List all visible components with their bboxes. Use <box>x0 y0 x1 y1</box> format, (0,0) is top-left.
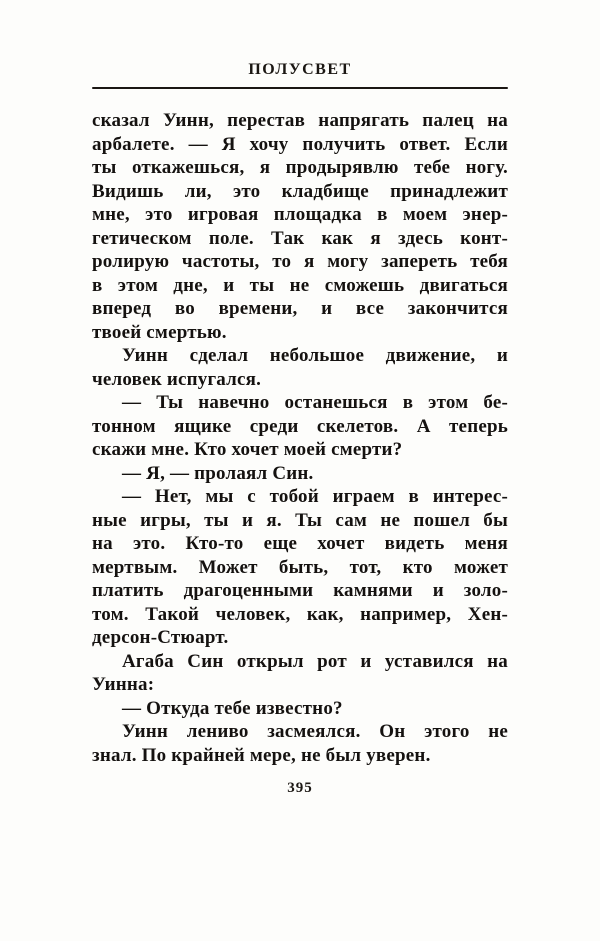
text-line: мертвым. Может быть, тот, кто может <box>92 556 508 578</box>
text-line: ролирую частоты, то я могу запереть тебя <box>92 251 508 272</box>
text-line: твоей смертью. <box>92 321 227 343</box>
text-line: Видишь ли, это кладбище принадлежит <box>92 180 508 202</box>
text-line: скажи мне. Кто хочет моей смерти? <box>92 439 403 460</box>
text-line: Уинн лениво засмеялся. Он этого не <box>122 721 508 742</box>
page-number: 395 <box>287 780 313 796</box>
text-line: сказал Уинн, перестав напрягать палец на <box>92 110 508 131</box>
paragraph <box>92 109 508 344</box>
text-line: платить драгоценными камнями и золо- <box>92 580 508 601</box>
paragraph <box>92 697 508 721</box>
text-line: гетическом поле. Так как я здесь конт- <box>92 227 508 249</box>
text-line: ные игры, ты и я. Ты сам не пошел бы <box>92 509 508 531</box>
text-line: Уинн сделал небольшое движение, и <box>122 345 508 366</box>
text-line: — Ты навечно останешься в этом бе- <box>122 392 508 413</box>
text-line: мне, это игровая площадка в моем энер- <box>92 204 508 225</box>
text-line: тонном ящике среди скелетов. А теперь <box>92 415 508 437</box>
text-line: дерсон-Стюарт. <box>92 627 229 648</box>
text-line: — Нет, мы с тобой играем в интерес- <box>122 486 508 507</box>
text-line: арбалете. — Я хочу получить ответ. Если <box>92 133 508 155</box>
running-header <box>0 62 600 89</box>
paragraph <box>92 391 508 462</box>
paragraph <box>92 650 508 697</box>
text-line: — Я, — пролаял Син. <box>122 462 314 484</box>
text-line: человек испугался. <box>92 368 262 390</box>
text-line: знал. По крайней мере, не был уверен. <box>92 744 431 766</box>
text-line: Уинна: <box>92 674 155 695</box>
body-text <box>92 109 508 767</box>
page-title: ПОЛУСВЕТ <box>248 61 352 78</box>
header-rule <box>92 87 508 89</box>
text-line: в этом дне, и ты не сможешь двигаться <box>92 274 508 296</box>
paragraph <box>92 720 508 767</box>
paragraph <box>92 462 508 486</box>
text-line: на это. Кто-то еще хочет видеть меня <box>92 533 508 554</box>
text-line: ты откажешься, я продырявлю тебе ногу. <box>92 157 508 178</box>
paragraph <box>92 344 508 391</box>
text-line: — Откуда тебе известно? <box>122 697 343 719</box>
text-line: Агаба Син открыл рот и уставился на <box>122 650 508 672</box>
text-line: том. Такой человек, как, например, Хен- <box>92 603 508 625</box>
text-line: вперед во времени, и все закончится <box>92 298 508 319</box>
paragraph <box>92 485 508 650</box>
